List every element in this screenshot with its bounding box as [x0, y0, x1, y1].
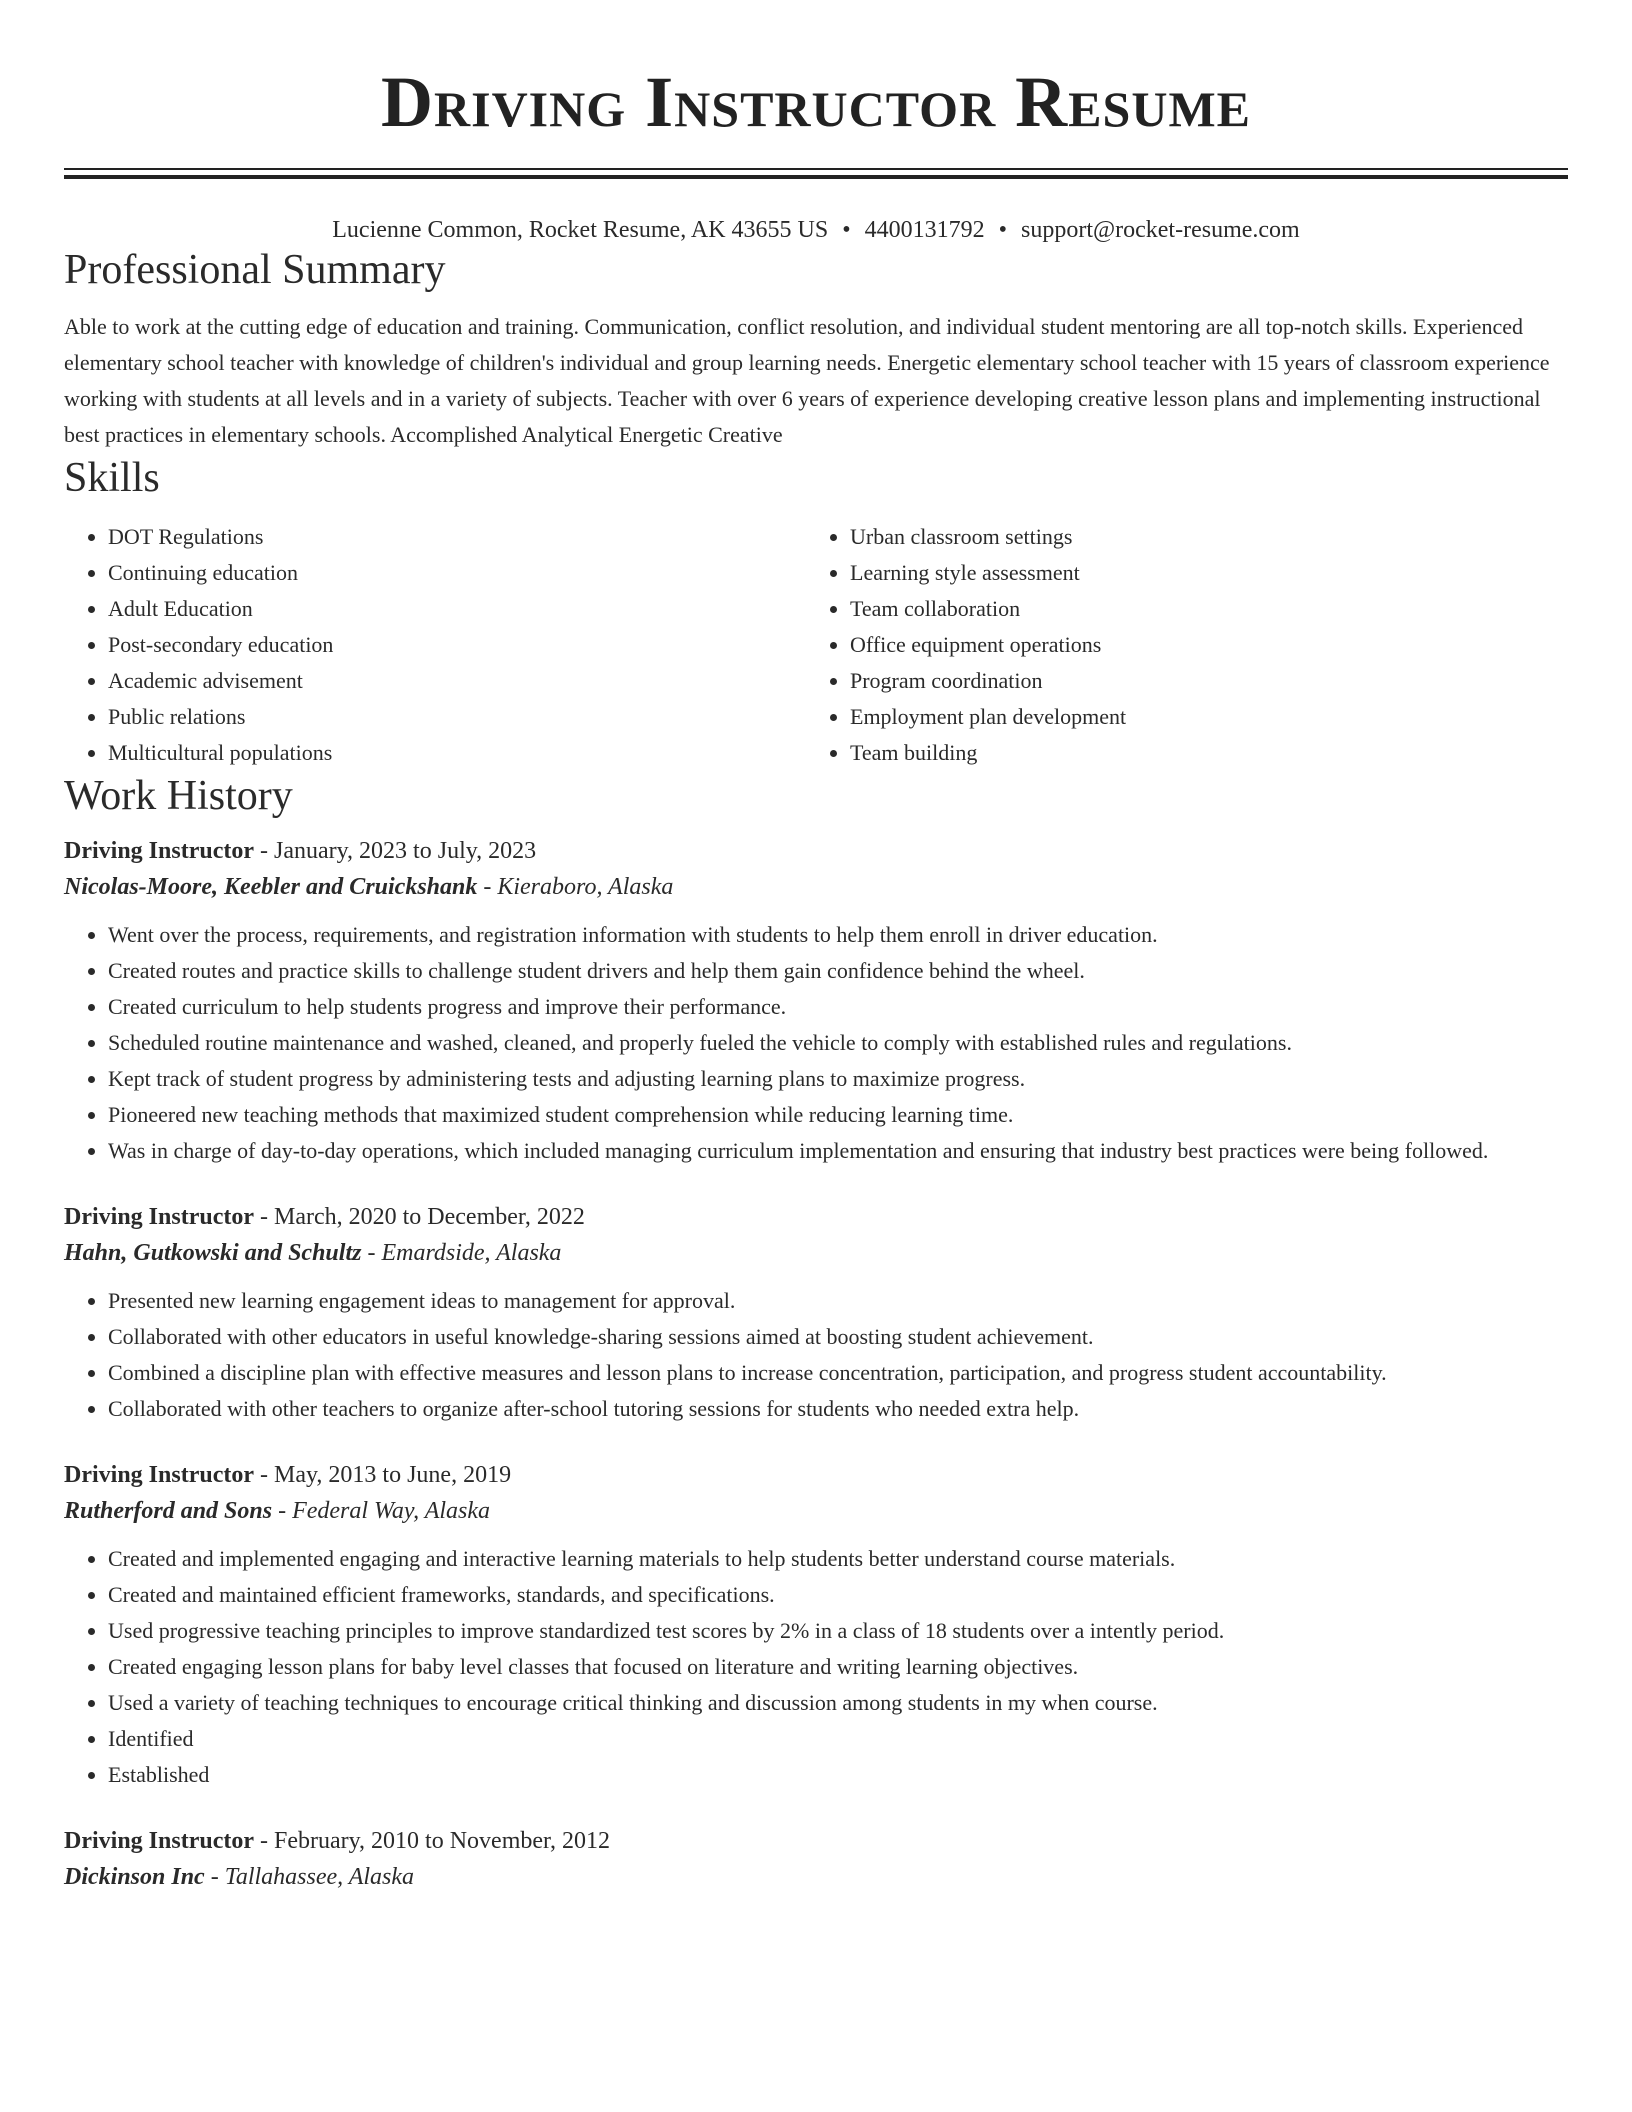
summary-text: Able to work at the cutting edge of education and training. Communication, conflict resolution, and individual student mentoring are all top-notch skills. Experienced elementary school teacher with knowledge of children's individual and group learning needs. Energetic elementary school teacher with 15 years of classroom experience working with students at all levels and in a variety of subjects. Teacher with over 6 years of experience developing creative lesson plans and implementing instructional best practices in elementary schools. Accomplished Analytical Energetic Creative: [64, 314, 1550, 447]
job-title-line: [64, 833, 1568, 869]
job-duty: • Scheduled routine maintenance and washed, cleaned, and properly fueled the vehicle to comply with established rules and regulations.: [108, 1025, 1568, 1061]
skill-item: • Office equipment operations: [850, 627, 1548, 663]
job-duty: • Created engaging lesson plans for baby level classes that focused on literature and writing learning objectives.: [108, 1649, 1568, 1685]
job-employer-line: [64, 869, 1568, 905]
skill-item: • Post-secondary education: [108, 627, 806, 663]
job-duty: • Went over the process, requirements, and registration information with students to help them enroll in driver education.: [108, 917, 1568, 953]
skills-column-left: [64, 519, 806, 771]
summary-heading: Professional Summary: [64, 247, 446, 293]
skills-list: [64, 519, 1568, 771]
job-duties: [64, 1541, 1568, 1793]
contact-address: Lucienne Common, Rocket Resume, AK 43655 US: [332, 217, 829, 243]
skill-item: • Adult Education: [108, 591, 806, 627]
job-duty: • Collaborated with other educators in useful knowledge-sharing sessions aimed at boosting student achievement.: [108, 1319, 1568, 1355]
job-dates: - January, 2023 to July, 2023: [253, 838, 537, 864]
job-duty: • Pioneered new teaching methods that maximized student comprehension while reducing learning time.: [108, 1097, 1568, 1133]
job-duty: • Used progressive teaching principles to improve standardized test scores by 2% in a class of 18 students over a intently period.: [108, 1613, 1568, 1649]
skill-item: • Learning style assessment: [850, 555, 1548, 591]
contact-line: [64, 215, 1568, 245]
contact-separator: •: [842, 217, 851, 243]
skill-item: • Multicultural populations: [108, 735, 806, 771]
job-role: Driving Instructor: [64, 1828, 254, 1854]
job-duty: • Kept track of student progress by administering tests and adjusting learning plans to maximize progress.: [108, 1061, 1568, 1097]
job-duties: [64, 917, 1568, 1169]
skill-item: • Team collaboration: [850, 591, 1548, 627]
job-duty: • Created routes and practice skills to challenge student drivers and help them gain confidence behind the wheel.: [108, 953, 1568, 989]
job-role: Driving Instructor: [64, 838, 254, 864]
job-company: Dickinson Inc: [64, 1864, 205, 1890]
job-location: - Tallahassee, Alaska: [204, 1864, 415, 1890]
work-history-heading: Work History: [64, 773, 293, 819]
job-duty: • Identified: [108, 1721, 1568, 1757]
job-employer-line: [64, 1493, 1568, 1529]
contact-phone: 4400131792: [864, 217, 985, 243]
job-dates: - February, 2010 to November, 2012: [253, 1828, 611, 1854]
job-title-line: [64, 1199, 1568, 1235]
title-divider: [64, 168, 1568, 179]
job-entry: [64, 1823, 1568, 1895]
job-duty: • Created and maintained efficient frameworks, standards, and specifications.: [108, 1577, 1568, 1613]
job-dates: - May, 2013 to June, 2019: [253, 1462, 512, 1488]
skill-item: • Public relations: [108, 699, 806, 735]
divider-line-thick: [64, 175, 1568, 179]
job-duties: [64, 1283, 1568, 1427]
skill-item: • Program coordination: [850, 663, 1548, 699]
skill-item: • Employment plan development: [850, 699, 1548, 735]
job-title-line: [64, 1457, 1568, 1493]
skill-item: • Team building: [850, 735, 1548, 771]
job-location: - Emardside, Alaska: [361, 1240, 562, 1266]
skills-column-right: [806, 519, 1548, 771]
job-duty: • Used a variety of teaching techniques to encourage critical thinking and discussion among students in my when course.: [108, 1685, 1568, 1721]
job-duty: • Created and implemented engaging and interactive learning materials to help students better understand course materials.: [108, 1541, 1568, 1577]
skill-item: • Urban classroom settings: [850, 519, 1548, 555]
job-entry: [64, 1199, 1568, 1427]
skill-item: • Continuing education: [108, 555, 806, 591]
job-company: Nicolas-Moore, Keebler and Cruickshank: [64, 874, 478, 900]
job-entry: [64, 1457, 1568, 1793]
job-duty: • Presented new learning engagement ideas to management for approval.: [108, 1283, 1568, 1319]
job-role: Driving Instructor: [64, 1204, 254, 1230]
job-company: Rutherford and Sons: [64, 1498, 273, 1524]
job-duty: • Combined a discipline plan with effective measures and lesson plans to increase concentration, participation, and progress student accountability.: [108, 1355, 1568, 1391]
skill-item: • Academic advisement: [108, 663, 806, 699]
job-duty: • Was in charge of day-to-day operations, which included managing curriculum implementation and ensuring that industry best practices were being followed.: [108, 1133, 1568, 1169]
skills-heading: Skills: [64, 455, 160, 501]
job-employer-line: [64, 1859, 1568, 1895]
skill-item: • DOT Regulations: [108, 519, 806, 555]
job-entry: [64, 833, 1568, 1169]
job-location: - Federal Way, Alaska: [272, 1498, 491, 1524]
job-dates: - March, 2020 to December, 2022: [253, 1204, 585, 1230]
job-location: - Kieraboro, Alaska: [477, 874, 674, 900]
contact-email: support@rocket-resume.com: [1021, 217, 1300, 243]
job-title-line: [64, 1823, 1568, 1859]
job-duty: • Established: [108, 1757, 1568, 1793]
job-duty: • Collaborated with other teachers to organize after-school tutoring sessions for students who needed extra help.: [108, 1391, 1568, 1427]
job-employer-line: [64, 1235, 1568, 1271]
contact-separator: •: [998, 217, 1008, 243]
job-company: Hahn, Gutkowski and Schultz: [64, 1240, 362, 1266]
job-role: Driving Instructor: [64, 1462, 254, 1488]
job-duty: • Created curriculum to help students progress and improve their performance.: [108, 989, 1568, 1025]
page-title: Driving Instructor Resume: [381, 62, 1251, 142]
